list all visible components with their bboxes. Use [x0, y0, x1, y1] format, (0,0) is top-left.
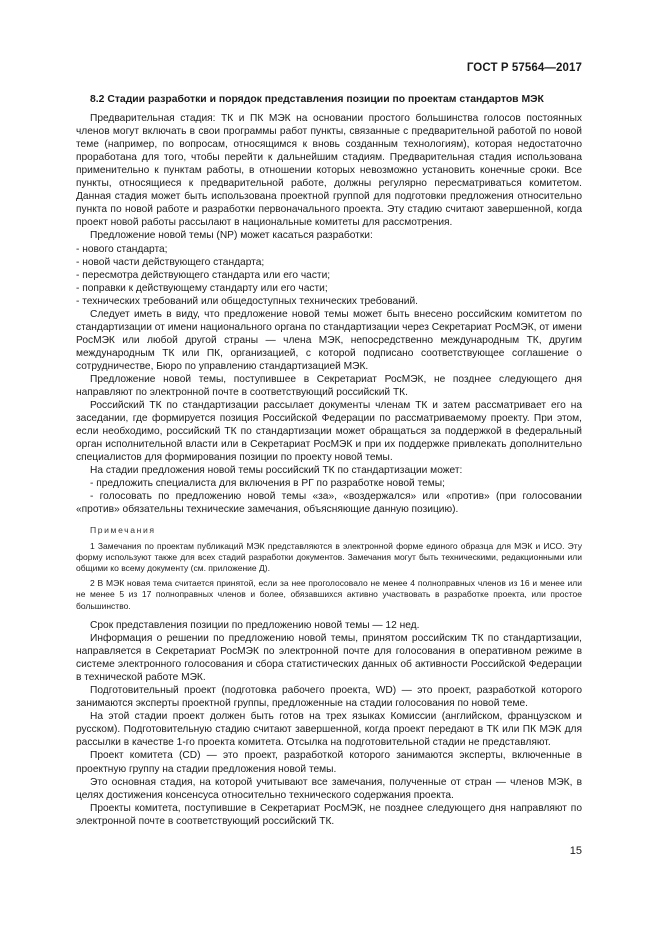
paragraph-tc-review: Российский ТК по стандартизации рассылает документы членам ТК и затем рассматривает его на заседании, где формируется позиция Российской Федерации по рассматриваемому проекту. При этом, если необходимо, российский ТК по стандартизации может обращаться за поддержкой в федеральный орган исполнительной власти или в Секретариат РосМЭК и при их поддержке привлекать дополнительно специалистов для формирования позиции по проекту новой темы. — [76, 400, 582, 464]
list-item-np: - поправки к действующему стандарту или его части; — [76, 282, 328, 294]
paragraph-committee-draft: Проект комитета (CD) — это проект, разработкой которого занимаются эксперты, включенные в проектную группу на стадии предложения новой темы. — [76, 750, 582, 775]
page-number: 15 — [569, 845, 582, 857]
section-title: 8.2 Стадии разработки и порядок представления позиции по проектам стандартов МЭК — [90, 94, 544, 105]
paragraph-working-draft: Подготовительный проект (подготовка рабочего проекта, WD) — это проект, разработкой которого занимаются эксперты проектной группы, предложенные на стадии голосования по новой теме. — [76, 685, 582, 710]
note-item: 1 Замечания по проектам публикаций МЭК представляются в электронной форме единого образца для МЭК и ИСО. Эту форму используют также для всех стадий разработки документов. Замечания могут быть техническими, редакционными или общими ко всему документу (см. приложение Д). — [76, 540, 582, 574]
paragraph-decision-info: Информация о решении по предложению новой темы, принятом российским ТК по стандартизации, направляется в Секретариат РосМЭК по электронной почте для голосования в оперативном режиме в системе электронного голосования и сбора статистических данных об активности Российской Федерации в технической работе МЭК. — [76, 633, 582, 684]
paragraph-main-stage: Это основная стадия, на которой учитывают все замечания, полученные от стран — членов МЭК, в целях достижения консенсуса относительно технического содержания проекта. — [76, 776, 582, 801]
list-item-np: - пересмотра действующего стандарта или его части; — [76, 269, 331, 281]
document-body — [76, 93, 582, 828]
list-item-np: - новой части действующего стандарта; — [76, 256, 265, 268]
paragraph-preliminary-stage: Предварительная стадия: ТК и ПК МЭК на основании простого большинства голосов постоянных членов могут включать в свои программы работ пункты, связанные с предварительной работой по новой теме (например, по вопросам, относящимся к вновь созданным технологиям), которая недостаточно проработана для того, чтобы перейти к дальнейшим стадиям. Предварительная стадия использована применительно к пунктам работы, в отношении которых невозможно установить конечные сроки. Все пункты, относящиеся к предварительной работе, должны регулярно пересматриваться комитетом. Данная стадия может быть использована проектной группой для подготовки предложения относительно пункта по новой работе и разработки первоначального проекта. Эту стадию считают завершенной, когда проект новой работы рассылают в национальные комитеты для рассмотрения. — [76, 113, 582, 229]
paragraph-np-submission: Следует иметь в виду, что предложение новой темы может быть внесено российским комитетом по стандартизации от имени национального органа по стандартизации через Секретариат РосМЭК, от имени РосМЭК или любой другой страны — члена МЭК, непосредственно международным ТК, другим международным ТК или ПК, организацией, с которой подписано соответствующее соглашение о сотрудничестве, Бюро по управлению стандартизацией МЭК. — [76, 308, 582, 372]
notes-title: Примечания — [90, 524, 156, 535]
paragraph-tc-options: На стадии предложения новой темы российский ТК по стандартизации может: — [90, 465, 463, 477]
paragraph-np-forwarding: Предложение новой темы, поступившее в Секретариат РосМЭК, не позднее следующего дня направляют по электронной почте в соответствующий российский ТК. — [76, 373, 582, 399]
list-item-tc: - предложить специалиста для включения в РГ по разработке новой темы; — [90, 478, 445, 490]
note-item: 2 В МЭК новая тема считается принятой, если за нее проголосовало не менее 4 полноправных членов из 16 и менее или не менее 5 из 17 полноправных членов и более, обязавшихся активно участвовать в разработке проекта, или простое большинство. — [76, 577, 582, 611]
document-id-header: ГОСТ Р 57564—2017 — [466, 62, 582, 74]
paragraph-cd-forwarding: Проекты комитета, поступившие в Секретариат РосМЭК, не позднее следующего дня направляют по электронной почте в соответствующий российский ТК. — [76, 802, 582, 827]
paragraph-deadline: Срок представления позиции по предложению новой темы — 12 нед. — [90, 619, 420, 631]
list-item-tc: - голосовать по предложению новой темы «за», «воздержался» или «против» (при голосовании «против» обязательны технические замечания, объясняющие данную позицию). — [76, 491, 582, 516]
list-item-np: - нового стандарта; — [76, 243, 168, 255]
paragraph-np-intro: Предложение новой темы (NP) может касаться разработки: — [90, 230, 373, 242]
list-item-np: - технических требований или общедоступных технических требований. — [76, 295, 419, 307]
paragraph-languages: На этой стадии проект должен быть готов на трех языках Комиссии (английском, французском и русском). Подготовительную стадию считают завершенной, когда проект передают в ТК или ПК МЭК для рассылки в качестве 1-го проекта комитета. Отсылка на подготовительной стадии не представляют. — [76, 711, 582, 749]
